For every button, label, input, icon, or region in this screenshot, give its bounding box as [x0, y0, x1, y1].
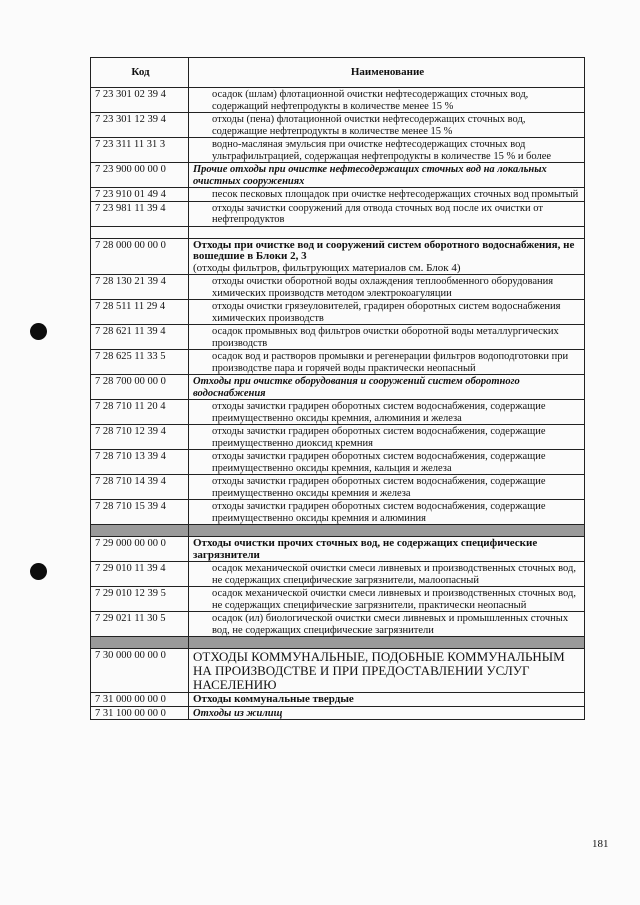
waste-code: 7 28 511 11 29 4: [91, 300, 189, 325]
waste-name-text: Отходы из жилищ: [193, 707, 283, 719]
waste-name-text: Отходы очистки прочих сточных вод, не содержащих специфические загрязнители: [193, 537, 538, 561]
waste-name-text: водно-масляная эмульсия при очистке нефтесодержащих сточных вод ультрафильтрацией, содержащая нефтепродукты в количестве 15 % и более: [212, 139, 552, 162]
waste-code: 7 30 000 00 00 0: [91, 649, 189, 693]
waste-name-text: отходы зачистки градирен оборотных систем водоснабжения, содержащие преимущественно оксиды кремния и алюминия: [212, 501, 546, 524]
table-row: [91, 188, 585, 202]
waste-name: [189, 475, 585, 500]
waste-name-text: ОТХОДЫ КОММУНАЛЬНЫЕ, ПОДОБНЫЕ КОММУНАЛЬНЫМ НА ПРОИЗВОДСТВЕ И ПРИ ПРЕДОСТАВЛЕНИИ УСЛУГ НАСЕЛЕНИЮ: [193, 649, 565, 692]
waste-name-text: осадок промывных вод фильтров очистки оборотной воды металлургических производств: [212, 326, 559, 349]
waste-name: [189, 693, 585, 707]
waste-name: [189, 138, 585, 163]
page-number: 181: [592, 838, 609, 850]
table-row: [91, 500, 585, 525]
waste-name-text: отходы очистки грязеуловителей, градирен оборотных систем водоснабжения химических производств: [212, 301, 561, 324]
waste-name-text: песок песковых площадок при очистке нефтесодержащих сточных вод промытый: [212, 189, 579, 200]
waste-code: 7 28 710 13 39 4: [91, 450, 189, 475]
waste-name: [189, 706, 585, 720]
waste-name: [189, 537, 585, 562]
waste-name-text: Прочие отходы при очистке нефтесодержащих сточных вод на локальных очистных сооружениях: [193, 164, 547, 187]
punch-hole-bottom: [30, 563, 47, 580]
waste-name: [189, 562, 585, 587]
waste-name-text: отходы зачистки градирен оборотных систем водоснабжения, содержащие преимущественно оксиды кремния, алюминия и железа: [212, 401, 546, 424]
table-row: [91, 706, 585, 720]
waste-name-text: отходы очистки оборотной воды охлаждения теплообменного оборудования химических производств методом электрокоагуляции: [212, 276, 554, 299]
waste-note: (отходы фильтров, фильтрующих материалов см. Блок 4): [193, 261, 461, 274]
header-name: Наименование: [189, 58, 585, 88]
waste-name: [189, 587, 585, 612]
waste-name-text: отходы зачистки градирен оборотных систем водоснабжения, содержащие преимущественно диоксид кремния: [212, 426, 546, 449]
waste-code: 7 23 301 02 39 4: [91, 88, 189, 113]
table-row: [91, 325, 585, 350]
waste-code: 7 28 710 11 20 4: [91, 400, 189, 425]
table-row: [91, 350, 585, 375]
table-row: [91, 475, 585, 500]
waste-code: 7 29 010 12 39 5: [91, 587, 189, 612]
waste-code: 7 23 301 12 39 4: [91, 113, 189, 138]
waste-name-text: Отходы при очистке оборудования и сооружений систем оборотного водоснабжения: [193, 376, 520, 399]
table-row: [91, 400, 585, 425]
table-row: [91, 300, 585, 325]
table-row: [91, 562, 585, 587]
waste-name: [189, 88, 585, 113]
waste-code: 7 28 700 00 00 0: [91, 375, 189, 400]
table-row: [91, 693, 585, 707]
waste-code: 7 28 625 11 33 5: [91, 350, 189, 375]
table-row: [91, 113, 585, 138]
spacer-cell: [91, 226, 189, 238]
waste-code: 7 23 910 01 49 4: [91, 188, 189, 202]
waste-name: [189, 649, 585, 693]
waste-name: [189, 400, 585, 425]
spacer-cell: [91, 525, 189, 537]
spacer-cell: [91, 637, 189, 649]
table-row: [91, 649, 585, 693]
waste-name-text: осадок механической очистки смеси ливневых и производственных сточных вод, не содержащих специфические загрязнители, малоопасный: [212, 563, 576, 586]
waste-name-text: Отходы при очистке вод и сооружений систем оборотного водоснабжения, не вошедшие в Блоки 2, 3: [193, 238, 575, 262]
waste-code-table: [90, 57, 585, 720]
waste-name: [189, 500, 585, 525]
table-row: [91, 88, 585, 113]
spacer-cell: [189, 525, 585, 537]
waste-name-text: осадок вод и растворов промывки и регенерации фильтров водоподготовки при производстве пара и горячей воды практически неопасный: [212, 351, 569, 374]
table-row: [91, 425, 585, 450]
table-row: [91, 138, 585, 163]
waste-code: 7 23 311 11 31 3: [91, 138, 189, 163]
waste-name: [189, 350, 585, 375]
waste-name-text: осадок (ил) биологической очистки смеси ливневых и промышленных сточных вод, не содержащих специфические загрязнители: [212, 613, 569, 636]
waste-name: [189, 188, 585, 202]
waste-name: [189, 375, 585, 400]
waste-name: [189, 612, 585, 637]
waste-code: 7 29 000 00 00 0: [91, 537, 189, 562]
spacer-row: [91, 525, 585, 537]
table-row: [91, 587, 585, 612]
table-row: [91, 238, 585, 275]
table-row: [91, 375, 585, 400]
table-row: [91, 163, 585, 188]
waste-name: [189, 300, 585, 325]
waste-name: [189, 450, 585, 475]
waste-name: [189, 325, 585, 350]
table-row: [91, 612, 585, 637]
waste-code: 7 31 100 00 00 0: [91, 706, 189, 720]
waste-code: 7 28 710 15 39 4: [91, 500, 189, 525]
waste-code: 7 28 130 21 39 4: [91, 275, 189, 300]
waste-code: 7 28 710 12 39 4: [91, 425, 189, 450]
table-row: [91, 275, 585, 300]
table-header-row: [91, 58, 585, 88]
table-row: [91, 450, 585, 475]
waste-name-text: осадок (шлам) флотационной очистки нефтесодержащих сточных вод, содержащий нефтепродукты в количестве менее 15 %: [212, 89, 529, 112]
table-row: [91, 201, 585, 226]
table-row: [91, 537, 585, 562]
waste-name: [189, 163, 585, 188]
waste-code: 7 29 021 11 30 5: [91, 612, 189, 637]
waste-name-text: отходы зачистки градирен оборотных систем водоснабжения, содержащие преимущественно оксиды кремния, кальция и железа: [212, 451, 546, 474]
waste-name-text: Отходы коммунальные твердые: [193, 693, 354, 705]
punch-hole-top: [30, 323, 47, 340]
waste-name: [189, 113, 585, 138]
waste-name: [189, 201, 585, 226]
waste-code: 7 28 000 00 00 0: [91, 238, 189, 275]
waste-name-text: осадок механической очистки смеси ливневых и производственных сточных вод, не содержащих специфические загрязнители, практически неопасный: [212, 588, 576, 611]
waste-code: 7 29 010 11 39 4: [91, 562, 189, 587]
waste-name: [189, 238, 585, 275]
spacer-cell: [189, 637, 585, 649]
waste-name: [189, 275, 585, 300]
spacer-row: [91, 226, 585, 238]
waste-name-text: отходы зачистки градирен оборотных систем водоснабжения, содержащие преимущественно оксиды кремния и железа: [212, 476, 546, 499]
waste-code: 7 31 000 00 00 0: [91, 693, 189, 707]
header-code: Код: [91, 58, 189, 88]
waste-code: 7 28 710 14 39 4: [91, 475, 189, 500]
waste-code: 7 23 900 00 00 0: [91, 163, 189, 188]
waste-name-text: отходы (пена) флотационной очистки нефтесодержащих сточных вод, содержащие нефтепродукты в количестве менее 15 %: [212, 114, 526, 137]
spacer-row: [91, 637, 585, 649]
waste-name: [189, 425, 585, 450]
waste-name-text: отходы зачистки сооружений для отвода сточных вод после их очистки от нефтепродуктов: [212, 202, 543, 225]
spacer-cell: [189, 226, 585, 238]
waste-code: 7 23 981 11 39 4: [91, 201, 189, 226]
waste-code: 7 28 621 11 39 4: [91, 325, 189, 350]
